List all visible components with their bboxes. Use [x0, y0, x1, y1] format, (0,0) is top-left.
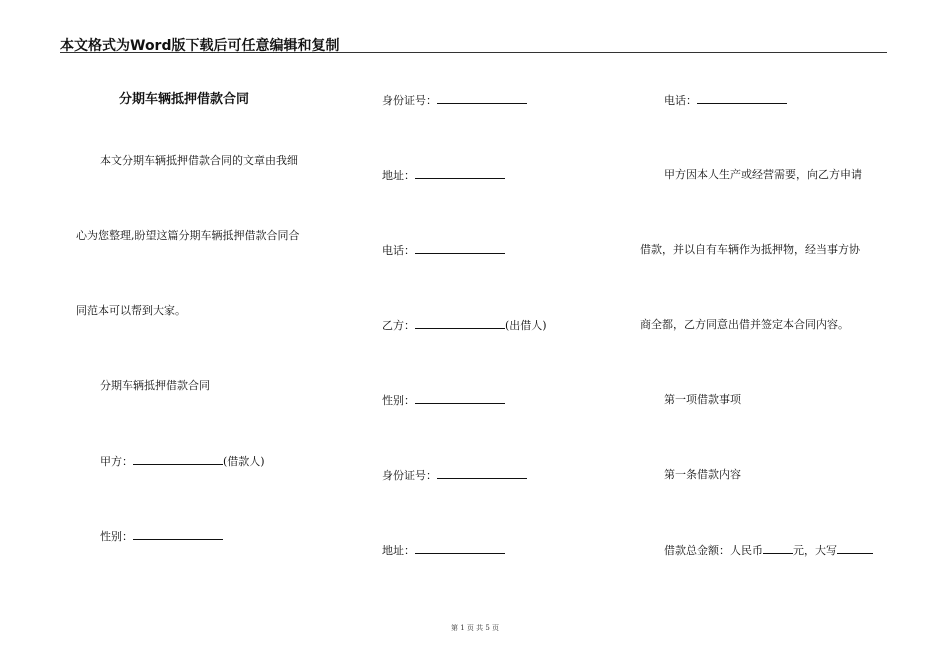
party-a-suffix: (借款人) [223, 455, 265, 468]
intro-line-3: 同范本可以帮到大家。 [76, 304, 186, 317]
address-label-2: 地址： [382, 544, 415, 557]
phone-blank [415, 243, 505, 254]
id-blank [437, 93, 527, 104]
gender-label-2: 性别： [382, 394, 415, 407]
document-title: 分期车辆抵押借款合同 [119, 92, 250, 107]
amount-mid: 元，大写 [793, 544, 837, 557]
party-b-id-row [382, 468, 527, 483]
party-a-address-row [382, 168, 505, 183]
party-a-id-row [382, 93, 527, 108]
article-heading-1: 第一条借款内容 [664, 468, 741, 481]
party-b-address-row [382, 543, 505, 558]
amount-prefix: 借款总金额：人民币 [664, 544, 763, 557]
amount-words-blank [837, 543, 873, 554]
address-blank-2 [415, 543, 505, 554]
party-a-phone-row [382, 243, 505, 258]
purpose-line-3: 商全都，乙方同意出借并签定本合同内容。 [640, 318, 849, 331]
gender-blank-2 [415, 393, 505, 404]
page-column-1 [60, 0, 320, 672]
id-blank-2 [437, 468, 527, 479]
phone-blank-2 [697, 93, 787, 104]
gender-blank [133, 529, 223, 540]
gender-label: 性别： [100, 530, 133, 543]
page-footer: 第 1 页 共 5 页 [450, 624, 500, 632]
party-a-blank [133, 454, 223, 465]
id-label-2: 身份证号： [382, 469, 437, 482]
party-a-row [100, 454, 265, 469]
party-b-gender-row [382, 393, 505, 408]
address-label: 地址： [382, 169, 415, 182]
phone-label: 电话： [382, 244, 415, 257]
intro-line-2: 心为您整理,盼望这篇分期车辆抵押借款合同合 [76, 229, 300, 242]
party-a-gender-row [100, 529, 223, 544]
party-b-label: 乙方： [382, 319, 415, 332]
party-a-label: 甲方： [100, 455, 133, 468]
intro-line-1: 本文分期车辆抵押借款合同的文章由我细 [100, 154, 298, 167]
party-b-phone-row [664, 93, 787, 108]
loan-amount-row [664, 543, 873, 558]
party-b-suffix: (出借人) [505, 319, 547, 332]
purpose-line-1: 甲方因本人生产或经营需要，向乙方申请 [664, 168, 862, 181]
page-column-3 [640, 0, 900, 672]
phone-label-2: 电话： [664, 94, 697, 107]
document-header-title: 本文格式为Word版下载后可任意编辑和复制 [60, 38, 340, 54]
party-b-blank [415, 318, 505, 329]
section-heading-1: 第一项借款事项 [664, 393, 741, 406]
address-blank [415, 168, 505, 179]
party-b-row [382, 318, 547, 333]
purpose-line-2: 借款，并以自有车辆作为抵押物，经当事方协 [640, 243, 860, 256]
page-column-2 [382, 0, 642, 672]
id-label: 身份证号： [382, 94, 437, 107]
amount-digits-blank [763, 543, 793, 554]
contract-subtitle: 分期车辆抵押借款合同 [100, 379, 210, 392]
